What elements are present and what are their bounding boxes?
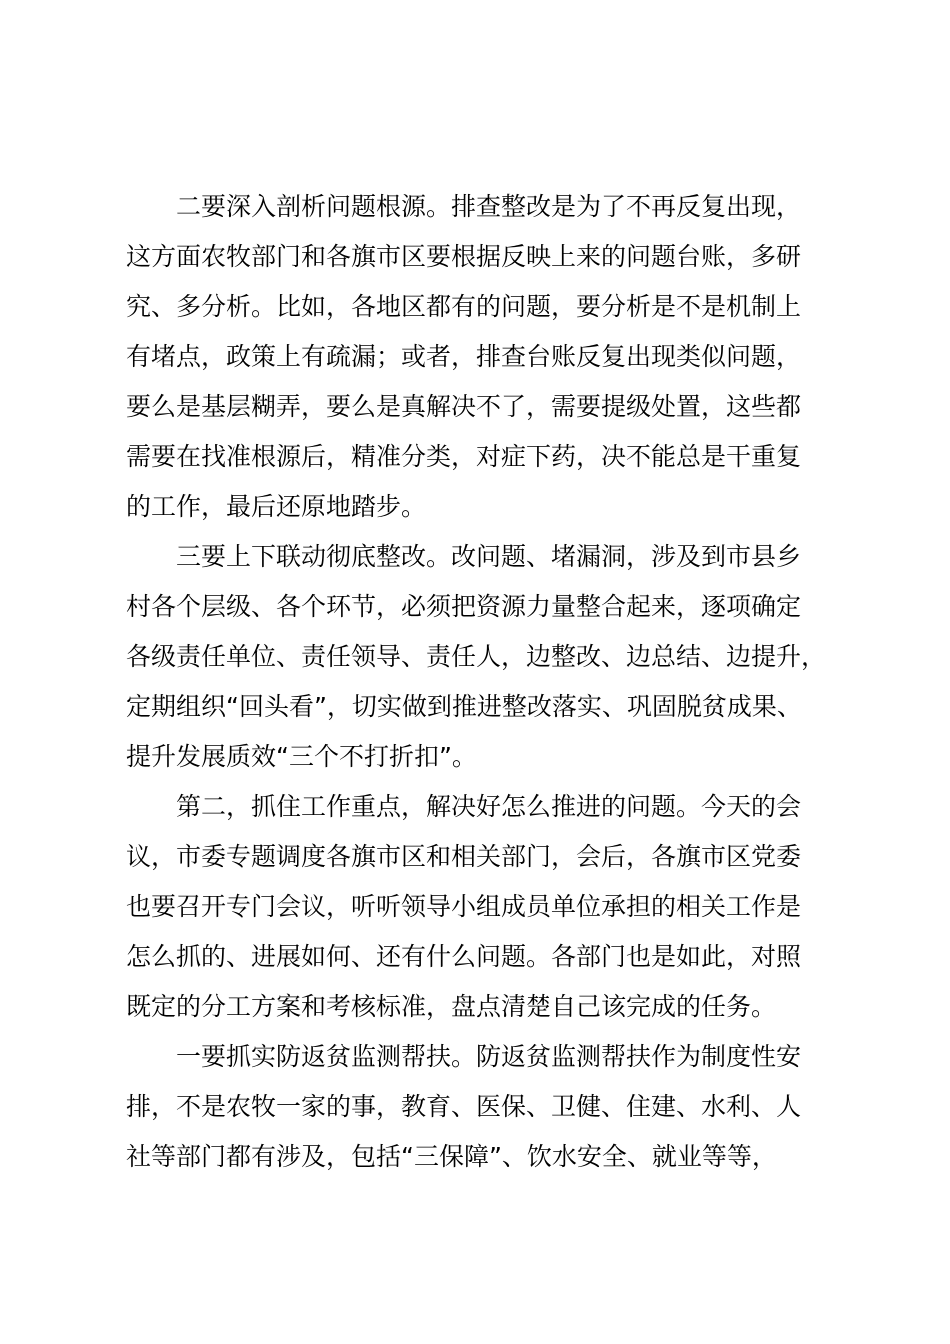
text-line: 社等部门都有涉及，包括“三保障”、饮水安全、就业等等，	[126, 1142, 777, 1171]
text-line: 究、多分析。比如，各地区都有的问题，要分析是不是机制上	[126, 292, 802, 321]
text-line: 排，不是农牧一家的事，教育、医保、卫健、住建、水利、人	[126, 1092, 802, 1121]
text-line: 这方面农牧部门和各旗市区要根据反映上来的问题台账，多研	[126, 242, 802, 271]
text-line: 一要抓实防返贫监测帮扶。防返贫监测帮扶作为制度性安	[126, 1042, 802, 1071]
text-line: 有堵点，政策上有疏漏；或者，排查台账反复出现类似问题，	[126, 342, 802, 371]
text-line: 既定的分工方案和考核标准，盘点清楚自己该完成的任务。	[126, 992, 777, 1021]
text-line: 定期组织“回头看”，切实做到推进整改落实、巩固脱贫成果、	[126, 692, 802, 721]
text-line: 的工作，最后还原地踏步。	[126, 492, 427, 521]
text-line: 村各个层级、各个环节，必须把资源力量整合起来，逐项确定	[126, 592, 802, 621]
text-line: 怎么抓的、进展如何、还有什么问题。各部门也是如此，对照	[126, 942, 802, 971]
text-line: 议，市委专题调度各旗市区和相关部门，会后，各旗市区党委	[126, 842, 802, 871]
text-line: 也要召开专门会议，听听领导小组成员单位承担的相关工作是	[126, 892, 802, 921]
text-line: 第二，抓住工作重点，解决好怎么推进的问题。今天的会	[126, 792, 802, 821]
text-line: 三要上下联动彻底整改。改问题、堵漏洞，涉及到市县乡	[126, 542, 802, 571]
text-line: 提升发展质效“三个不打折扣”。	[126, 742, 477, 771]
text-line: 需要在找准根源后，精准分类，对症下药，决不能总是干重复	[126, 442, 802, 471]
text-line: 二要深入剖析问题根源。排查整改是为了不再反复出现，	[126, 192, 802, 221]
text-line: 要么是基层糊弄，要么是真解决不了，需要提级处置，这些都	[126, 392, 802, 421]
text-line: 各级责任单位、责任领导、责任人，边整改、边总结、边提升，	[126, 642, 827, 671]
body-text	[126, 182, 836, 1182]
